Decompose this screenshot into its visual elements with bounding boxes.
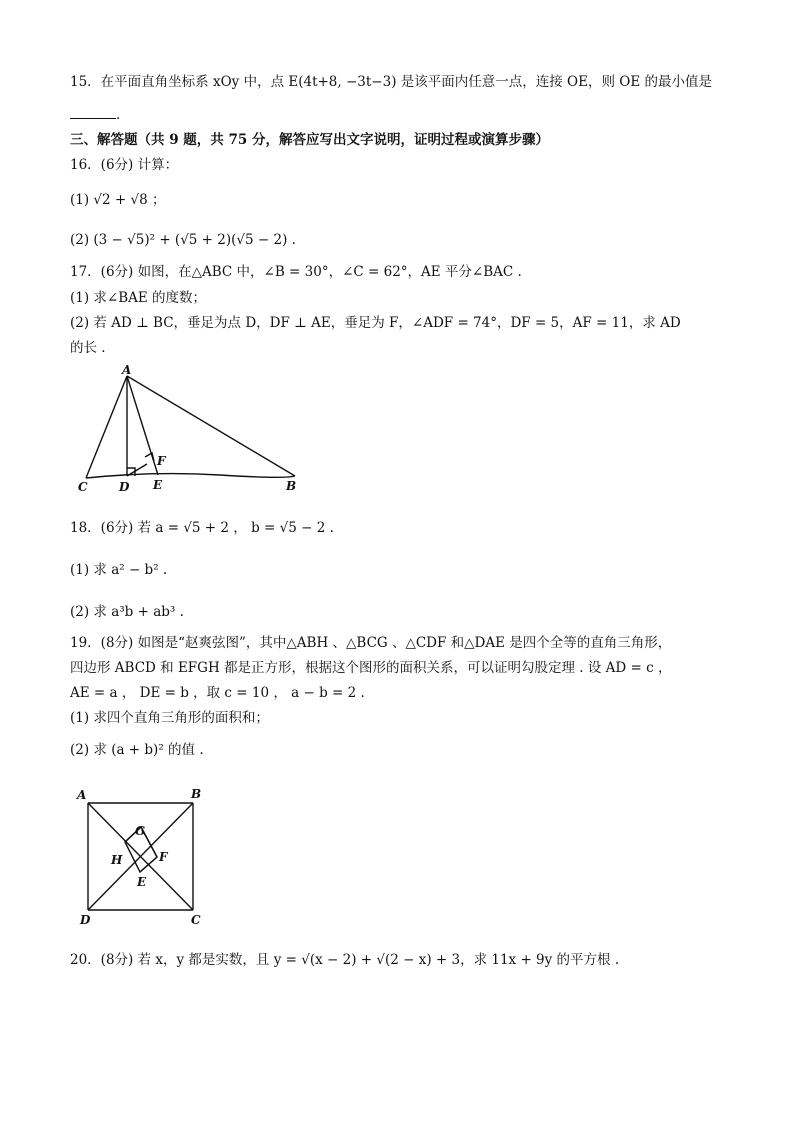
segment-cb	[86, 474, 295, 478]
segment-ac	[86, 376, 127, 478]
q17-part2-line2: 的长 .	[70, 340, 106, 356]
q20-stem: 20．(8分) 若 x，y 都是实数，且 y = √(x − 2) + √(2 − x) + 3，求 11x + 9y 的平方根 .	[70, 952, 620, 968]
label-d: D	[80, 913, 91, 927]
q17-part1: (1) 求∠BAE 的度数；	[70, 290, 207, 306]
q16-stem: 16．(6分) 计算：	[70, 157, 179, 173]
q15-line2-end: .	[116, 107, 121, 123]
label-f: F	[159, 850, 168, 864]
label-c: C	[78, 480, 88, 494]
label-b: B	[191, 787, 202, 801]
label-c: C	[191, 913, 201, 927]
q16-part1: (1) √2 + √8 ；	[70, 192, 166, 208]
label-a: A	[122, 363, 132, 377]
label-a: A	[77, 788, 87, 802]
section3-heading: 三、解答题（共 9 题，共 75 分，解答应写出文字说明，证明过程或演算步骤）	[70, 132, 549, 148]
label-d: D	[119, 480, 130, 494]
zhao-shuang-figure	[75, 785, 210, 930]
q19-line1: 19．(8分) 如图是“赵爽弦图”，其中△ABH 、△BCG 、△CDF 和△DAE 是四个全等的直角三角形，	[70, 635, 672, 651]
segment-ab	[127, 376, 295, 476]
q19-line2: 四边形 ABCD 和 EFGH 都是正方形，根据这个图形的面积关系，可以证明勾股定理 . 设 AD = c ，	[70, 660, 672, 676]
q19-part1: (1) 求四个直角三角形的面积和；	[70, 710, 269, 726]
q15-line1: 15．在平面直角坐标系 xOy 中，点 E(4t+8, −3t−3) 是该平面内任意一点，连接 OE，则 OE 的最小值是	[70, 74, 712, 90]
q18-part1: (1) 求 a² − b² .	[70, 562, 168, 578]
label-e: E	[153, 478, 163, 492]
label-g: G	[135, 824, 146, 838]
q16-part2: (2) (3 − √5)² + (√5 + 2)(√5 − 2) .	[70, 232, 296, 248]
q17-stem: 17．(6分) 如图，在△ABC 中，∠B = 30°，∠C = 62°，AE 平分∠BAC .	[70, 264, 522, 280]
label-b: B	[286, 479, 297, 493]
label-e: E	[137, 875, 147, 889]
triangle-abc-figure	[75, 363, 305, 498]
q19-line3: AE = a ， DE = b ，取 c = 10 ， a − b = 2 .	[70, 685, 365, 701]
q18-part2: (2) 求 a³b + ab³ .	[70, 604, 184, 620]
q15-line2	[70, 105, 120, 125]
q17-part2-line1: (2) 若 AD ⊥ BC，垂足为点 D，DF ⊥ AE，垂足为 F，∠ADF = 74°，DF = 5，AF = 11，求 AD	[70, 315, 681, 331]
q18-stem: 18．(6分) 若 a = √5 + 2 ， b = √5 − 2 .	[70, 520, 334, 536]
q19-part2: (2) 求 (a + b)² 的值 .	[70, 742, 204, 758]
answer-blank	[70, 106, 116, 119]
label-f: F	[157, 454, 166, 468]
label-h: H	[111, 853, 123, 867]
